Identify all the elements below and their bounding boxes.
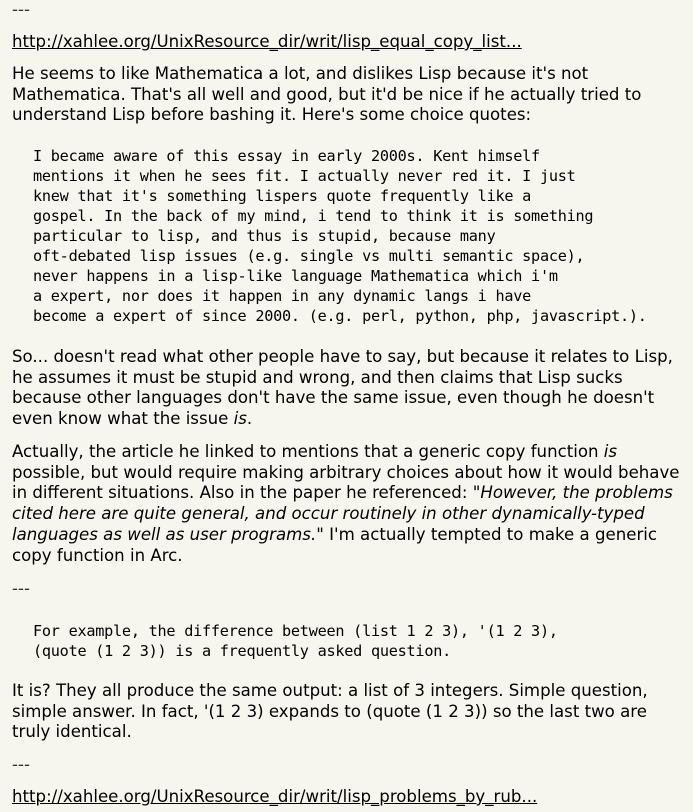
paragraph-response bbox=[12, 347, 685, 430]
separator: --- bbox=[12, 579, 30, 598]
paragraph-answer: It is? They all produce the same output: a list of 3 integers. Simple question, simple answer. In fact, '(1 2 3) expands to (quote (1 2 3)) so the last two are truly identical. bbox=[12, 681, 648, 742]
paragraph-actually bbox=[12, 442, 685, 566]
link-lisp-equal-copy-list bbox=[12, 32, 685, 53]
emphasis: is bbox=[233, 409, 247, 429]
paragraph-text: Actually, the article he linked to mentions that a generic copy function bbox=[12, 442, 604, 461]
emphasis: is bbox=[603, 442, 618, 461]
paragraph-intro: He seems to like Mathematica a lot, and dislikes Lisp because it's not Mathematica. That's all well and good, but it'd be nice if he actually tried to understand Lisp before bashing it. Here's some choice quotes: bbox=[12, 64, 642, 125]
quote-block-1: I became aware of this essay in early 2000s. Kent himself mentions it when he sees fit. I actually never red it. I just knew that it's something lispers quote frequently like a gospel. In the back of my mind, i tend to think it is something particular to lisp, and thus is stupid, because many oft-debated lisp issues (e.g. single vs multi semantic space), never happens in a lisp-like language Mathematica which i'm a expert, nor does it happen in any dynamic langs i have become a expert of since 2000. (e.g. perl, python, php, javascript.). bbox=[33, 147, 647, 325]
link-lisp-problems bbox=[12, 787, 685, 808]
quote-block-2: For example, the difference between (list 1 2 3), '(1 2 3), (quote (1 2 3)) is a frequently asked question. bbox=[33, 622, 558, 660]
url-link[interactable]: http://xahlee.org/UnixResource_dir/writ/lisp_equal_copy_list... bbox=[12, 32, 522, 51]
paragraph-end: . bbox=[246, 409, 253, 429]
quoted-citation: "However, the problems cited here are quite general, and occur routinely in other dynamically-typed languages as well as user programs." bbox=[12, 483, 673, 544]
paragraph-text: I'm actually tempted to make a generic copy function in Arc. bbox=[12, 524, 657, 565]
paragraph-text: So... doesn't read what other people have to say, but because it relates to Lisp, he assumes it must be stupid and wrong, and then claims that Lisp sucks because other languages don't have the same issue, even though he doesn't even know what the issue bbox=[12, 347, 673, 429]
separator: --- bbox=[12, 755, 30, 774]
paragraph-text: possible, but would require making arbitrary choices about how it would behave in different situations. Also in the paper he referenced: bbox=[12, 462, 680, 503]
separator: --- bbox=[12, 0, 30, 19]
url-link[interactable]: http://xahlee.org/UnixResource_dir/writ/lisp_problems_by_rub... bbox=[12, 787, 538, 806]
